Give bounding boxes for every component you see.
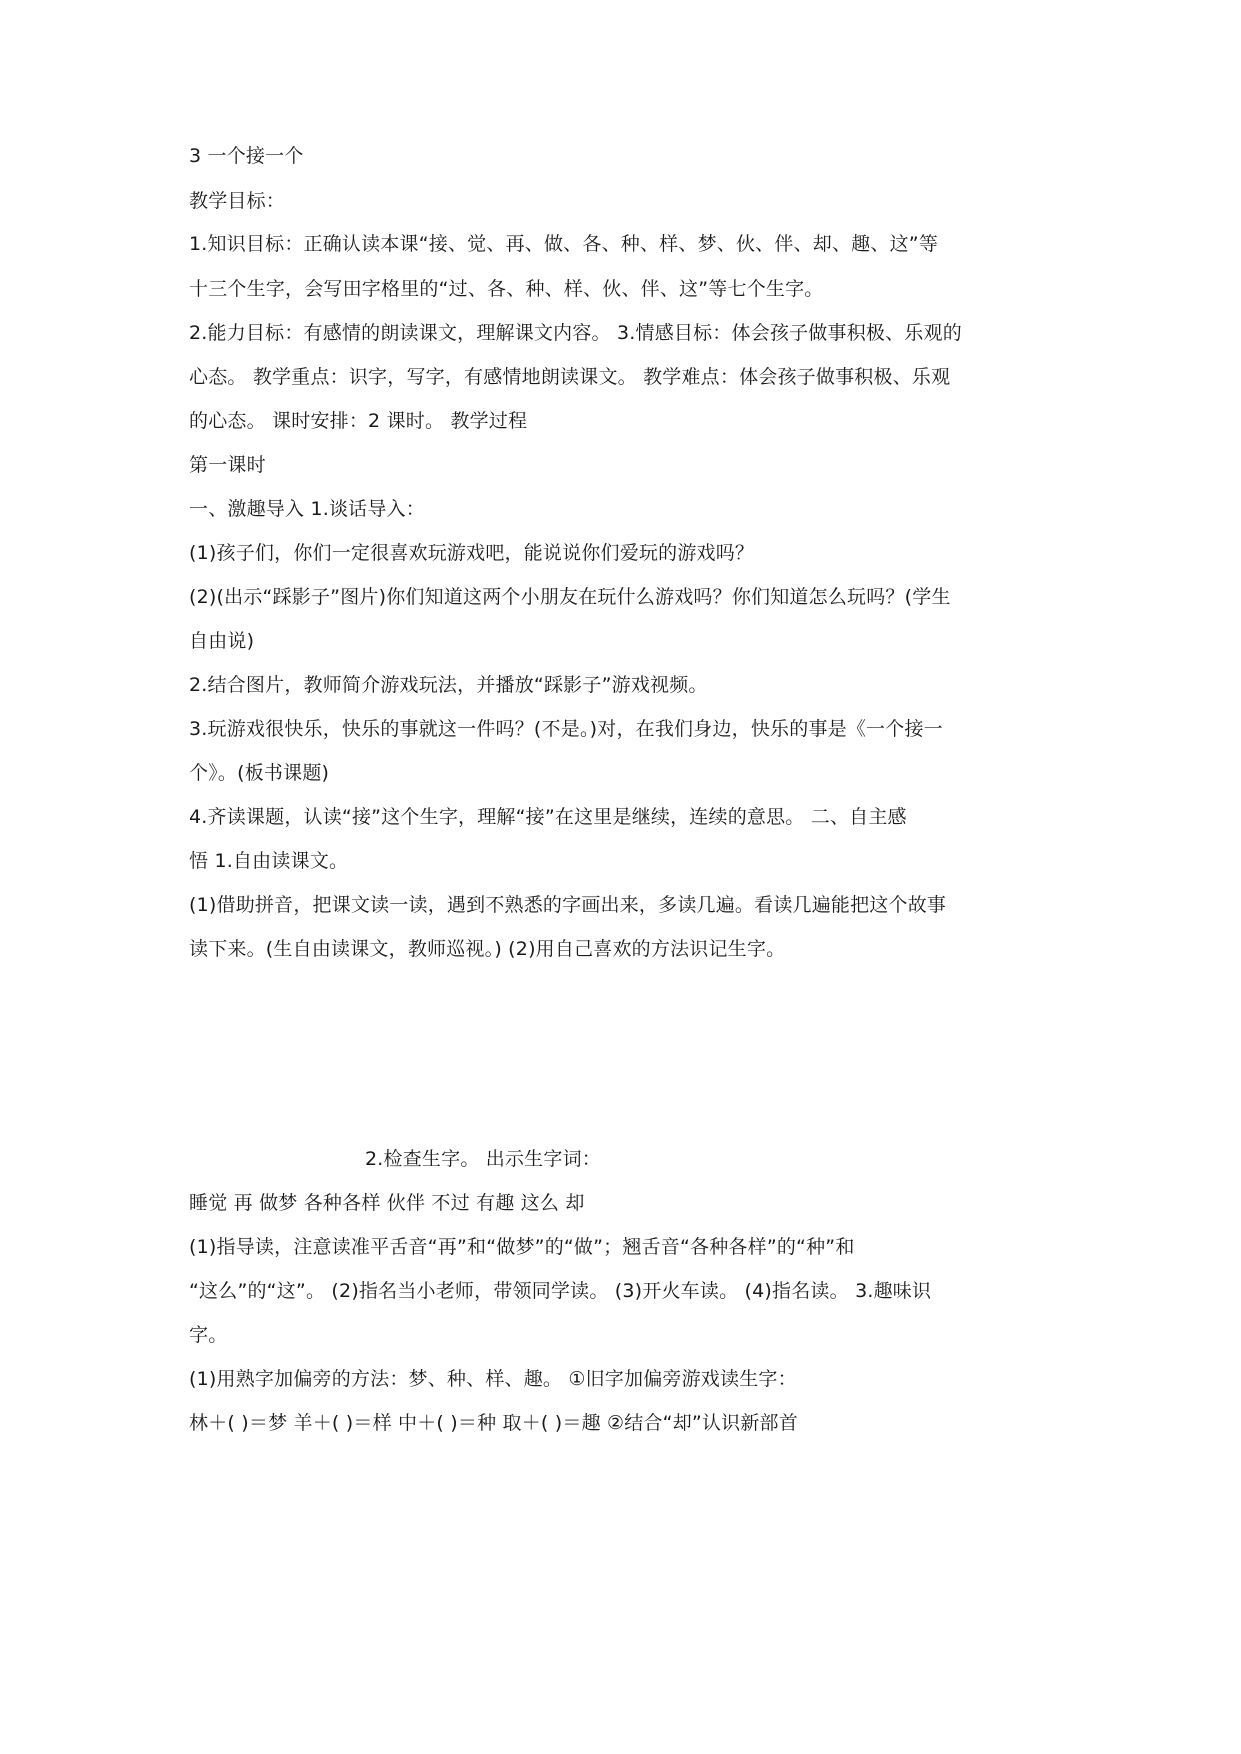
text-line: 个》。(板书课题) [189, 762, 330, 784]
text-line: (1)指导读，注意读准平舌音“再”和“做梦”的“做”；翘舌音“各种各样”的“种”和 [189, 1236, 855, 1258]
exercise-line: 林＋( )＝梦 羊＋( )＝样 中＋( )＝种 取＋( )＝趣 ②结合“却”认识新部首 [189, 1412, 798, 1434]
text-line: (2)(出示“踩影子”图片)你们知道这两个小朋友在玩什么游戏吗？你们知道怎么玩吗？(学生 [189, 586, 951, 608]
text-line: “这么”的“这”。 (2)指名当小老师，带领同学读。 (3)开火车读。 (4)指名读。 3.趣味识 [189, 1280, 932, 1302]
text-line: 4.齐读课题，认读“接”这个生字，理解“接”在这里是继续，连续的意思。 二、自主感 [189, 806, 907, 828]
text-line: 2.能力目标：有感情的朗读课文，理解课文内容。 3.情感目标：体会孩子做事积极、乐观的 [189, 322, 962, 344]
text-line: 2.结合图片，教师简介游戏玩法，并播放“踩影子”游戏视频。 [189, 674, 708, 696]
text-line: 自由说) [189, 630, 255, 652]
lesson-title: 3 一个接一个 [189, 145, 304, 167]
section-heading: 教学目标： [189, 190, 286, 212]
text-line: 2.检查生字。 出示生字词： [365, 1148, 601, 1170]
text-line: 十三个生字，会写田字格里的“过、各、种、样、伙、伴、这”等七个生字。 [189, 278, 824, 300]
text-line: 3.玩游戏很快乐，快乐的事就这一件吗？(不是。)对，在我们身边，快乐的事是《一个接一 [189, 718, 943, 740]
text-line: (1)借助拼音，把课文读一读，遇到不熟悉的字画出来，多读几遍。看读几遍能把这个故事 [189, 894, 947, 916]
section-heading: 第一课时 [189, 454, 266, 476]
text-line: 读下来。(生自由读课文，教师巡视。) (2)用自己喜欢的方法识记生字。 [189, 938, 786, 960]
text-line: 心态。 教学重点：识字，写字，有感情地朗读课文。 教学难点：体会孩子做事积极、乐观 [189, 366, 951, 388]
text-line: 的心态。 课时安排：2 课时。 教学过程 [189, 410, 528, 432]
vocabulary-list: 睡觉 再 做梦 各种各样 伙伴 不过 有趣 这么 却 [189, 1192, 585, 1214]
text-line: 字。 [189, 1324, 228, 1346]
text-line: 1.知识目标：正确认读本课“接、觉、再、做、各、种、样、梦、伙、伴、却、趣、这”等 [189, 233, 939, 255]
text-line: 悟 1.自由读课文。 [189, 850, 349, 872]
text-line: (1)用熟字加偏旁的方法：梦、种、样、趣。 ①旧字加偏旁游戏读生字： [189, 1368, 797, 1390]
text-line: (1)孩子们，你们一定很喜欢玩游戏吧，能说说你们爱玩的游戏吗？ [189, 542, 755, 564]
text-line: 一、激趣导入 1.谈话导入： [189, 498, 425, 520]
